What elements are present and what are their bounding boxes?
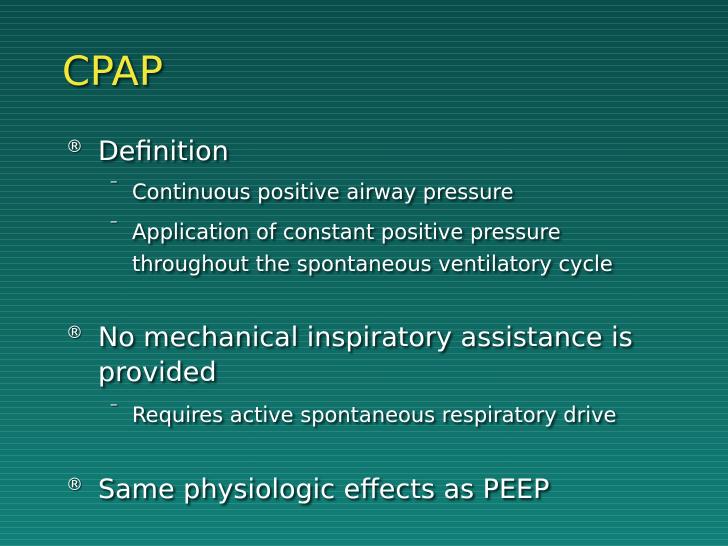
sub-item-text-line-2: throughout the spontaneous ventilatory cycle [132,252,613,276]
bullet-text: Same physiologic effects as PEEP [98,474,550,505]
slide-title: CPAP [62,49,163,95]
bullet-text: Definition [98,136,229,167]
registered-bullet-icon: ® [66,137,83,157]
sub-item-text-line-1: Application of constant positive pressure [132,220,561,244]
dash-bullet-icon: – [110,172,118,190]
sub-item-text: Requires active spontaneous respiratory drive [132,403,617,427]
bullet-text-line-2: provided [98,357,217,388]
registered-bullet-icon: ® [66,475,83,495]
dash-bullet-icon: – [110,212,118,230]
bullet-text-line-1: No mechanical inspiratory assistance is [98,322,633,353]
registered-bullet-icon: ® [66,323,83,343]
sub-item-text: Continuous positive airway pressure [132,180,514,204]
dash-bullet-icon: – [110,395,118,413]
